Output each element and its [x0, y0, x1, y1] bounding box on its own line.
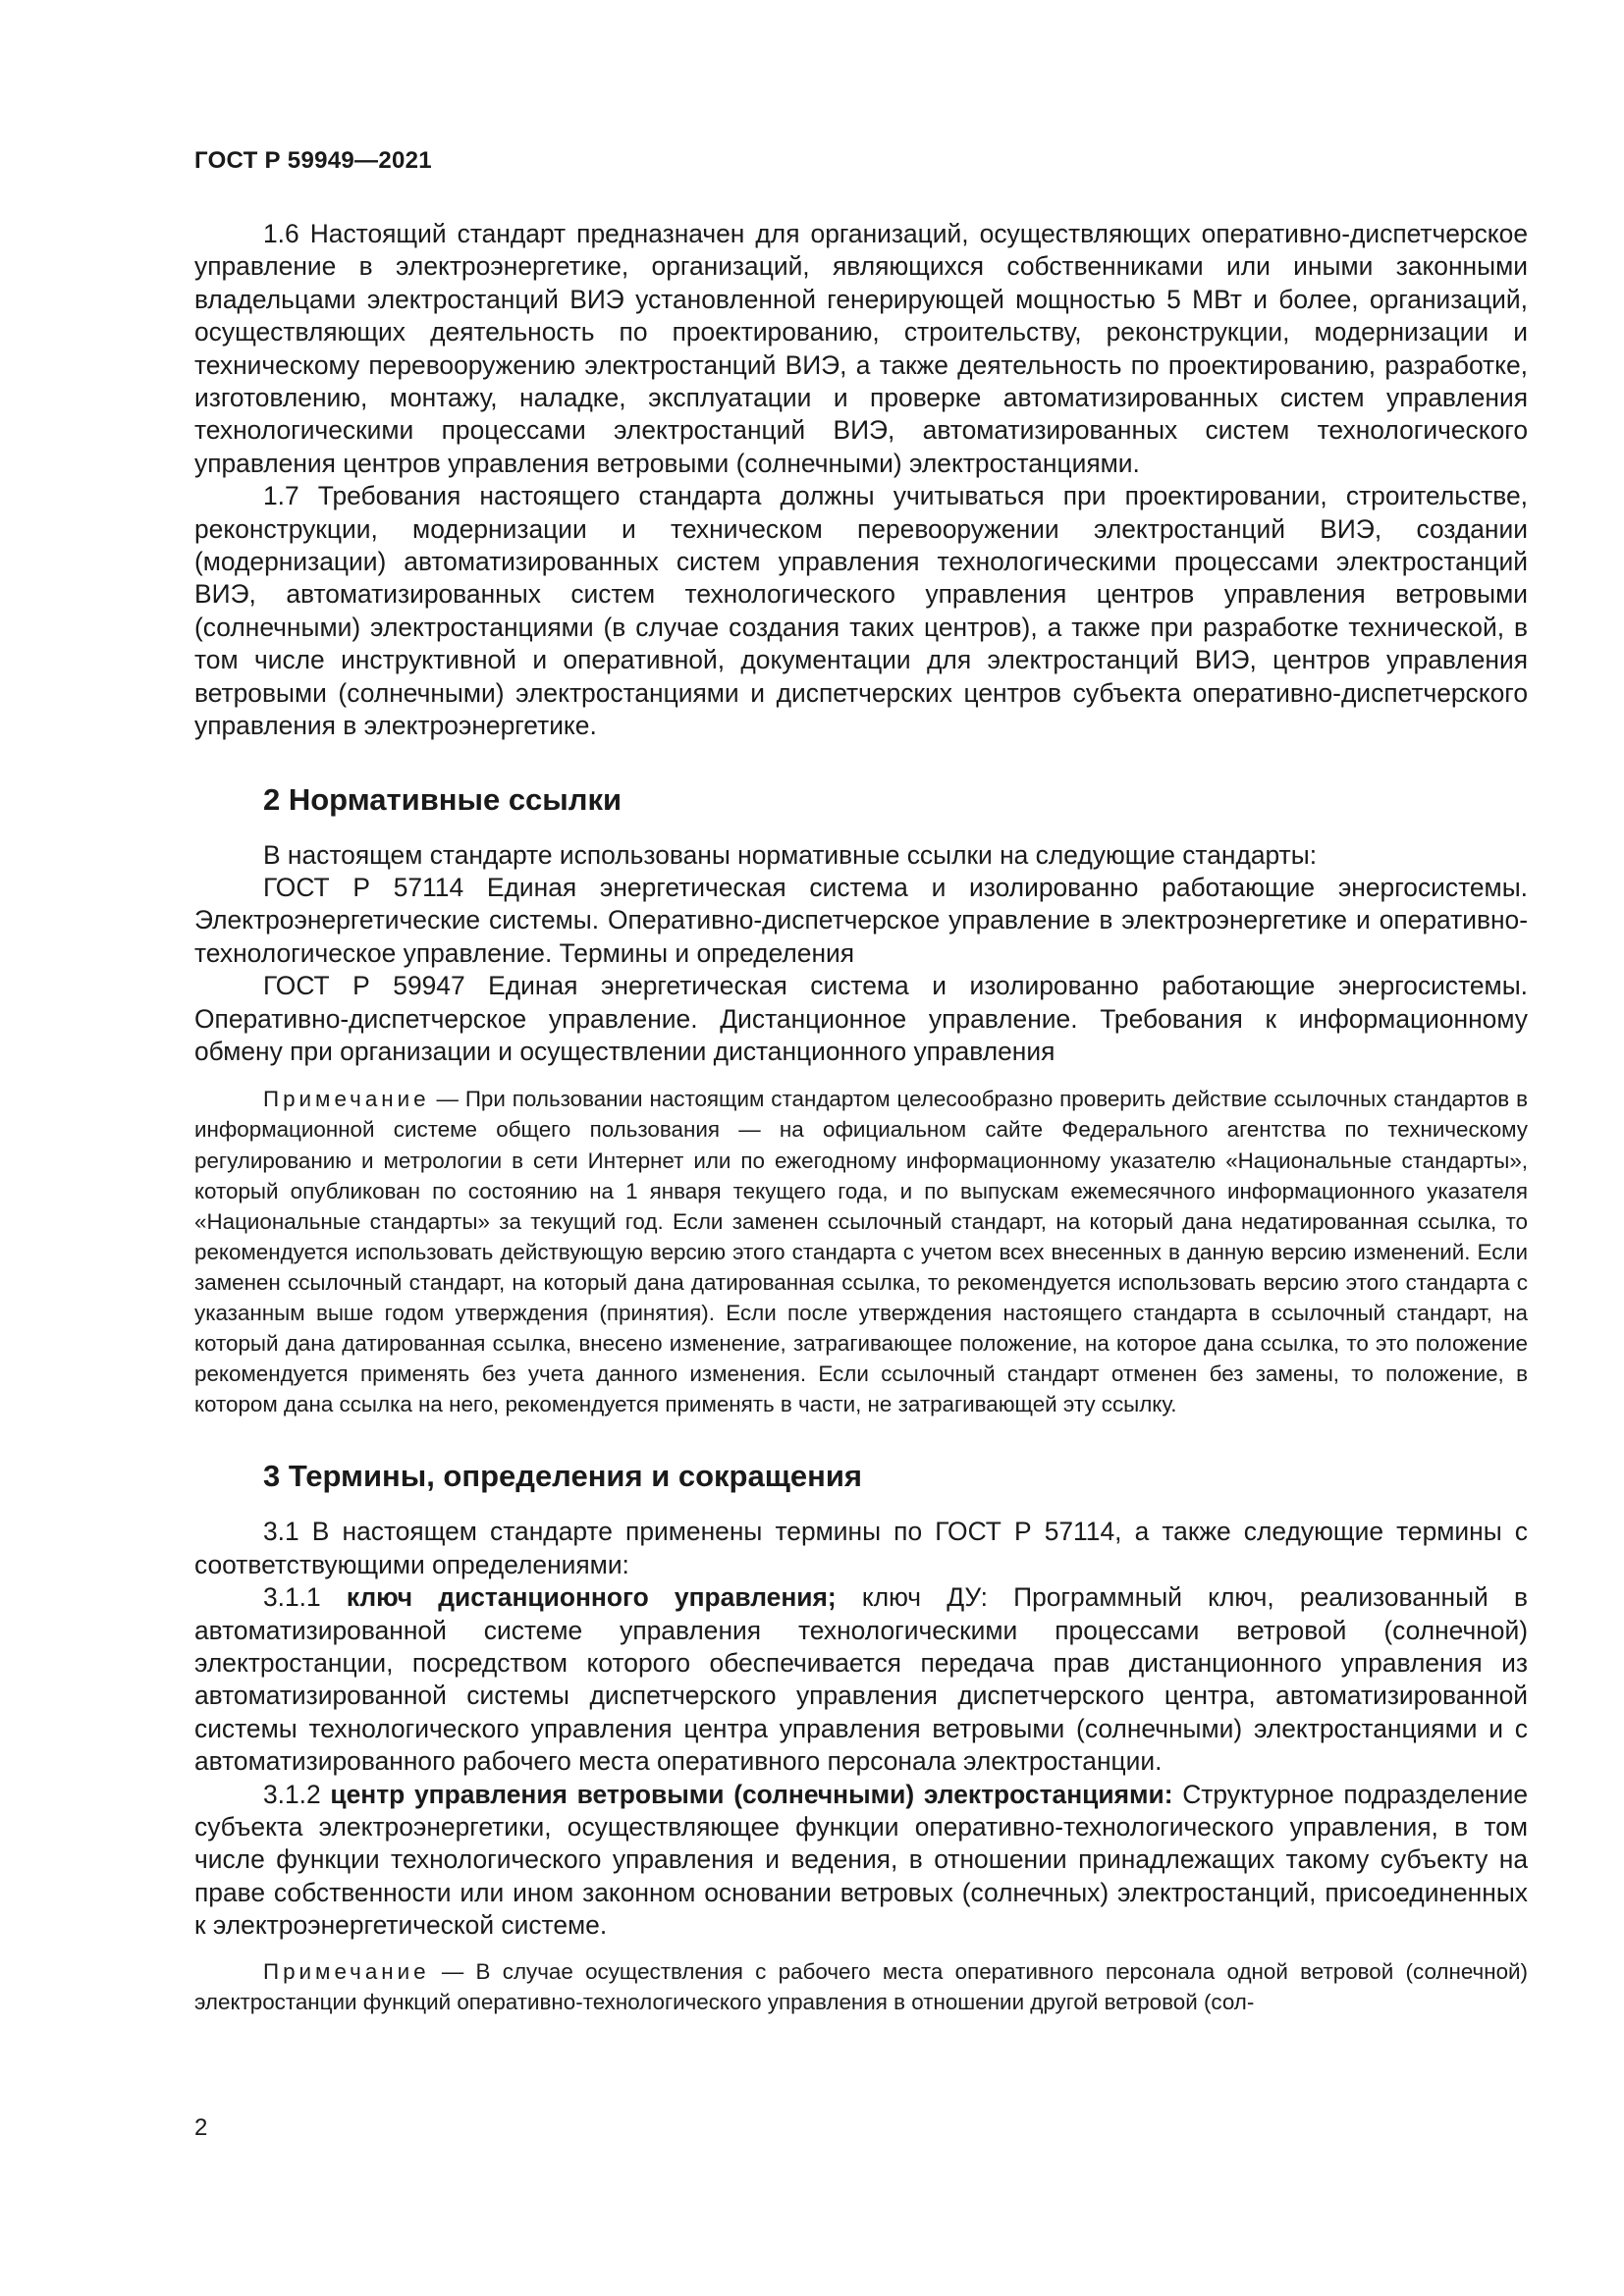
section-3-note — [194, 1956, 1528, 2017]
term-definition: ключ ДУ: Программный ключ, реализованный в автоматизированной системе управления технологическими процессами ветровой (солнечной) электростанции, посредством которого обеспечивается передача прав дистанционного управления из автоматизированной системы диспетчерского управления диспетчерского центра, автоматизированной системы технологического управления центра управления ветровыми (солнечными) электростанциями и с автоматизированного рабочего места оперативного персонала электростанции. — [194, 1582, 1529, 1777]
term-definition: Структурное подразделение субъекта электроэнергетики, осуществляющее функции оперативно-технологического управления, в том числе функции технологического управления и ведения, в отношении принадлежащих такому субъекту на праве собственности или ином законном основании ветровых (солнечных) электростанций, присоединенных к электроэнергетической системе. — [194, 1779, 1529, 1941]
note-text: — При пользовании настоящим стандартом целесообразно проверить действие ссылочных стандартов в информационной системе общего пользования — на официальном сайте Федерального агентства по техническому регулированию и метрологии в сети Интернет или по ежегодному информационному указателю «Национальные стандарты», который опубликован по состоянию на 1 января текущего года, и по выпускам ежемесячного информационного указателя «Национальные стандарты» за текущий год. Если заменен ссылочный стандарт, на который дана недатированная ссылка, то рекомендуется использовать действующую версию этого стандарта с учетом всех внесенных в данную версию изменений. Если заменен ссылочный стандарт, на который дана датированная ссылка, то рекомендуется использовать версию этого стандарта с указанным выше годом утверждения (принятия). Если после утверждения настоящего стандарта в ссылочный стандарт, на который дана датированная ссылка, внесено изменение, затрагивающее положение, на которое дана ссылка, то это положение рекомендуется применять без учета данного изменения. Если ссылочный стандарт отменен без замены, то положение, в котором дана ссылка на него, рекомендуется применять в части, не затрагивающей эту ссылку. — [194, 1087, 1528, 1417]
term-name: центр управления ветровыми (солнечными) электростанциями: — [330, 1779, 1173, 1809]
paragraph-1-7: 1.7 Требования настоящего стандарта должны учитываться при проектировании, строительстве, реконструкции, модернизации и техническом перевооружении электростанций ВИЭ, создании (модернизации) автоматизированных систем управления технологическими процессами электростанций ВИЭ, автоматизированных систем технологического управления центров управления ветровыми (солнечными) электростанциями (в случае создания таких центров), а также при разработке технической, в том числе инструктивной и оперативной, документации для электростанций ВИЭ, центров управления ветровыми (солнечными) электростанциями и диспетчерских центров субъекта оперативно-диспетчерского управления в электроэнергетике. — [194, 481, 1528, 741]
reference-gost-59947: ГОСТ Р 59947 Единая энергетическая система и изолированно работающие энергосистемы. Оперативно-диспетчерское управление. Дистанционное управление. Требования к информационному обмену при организации и осуществлении дистанционного управления — [194, 971, 1528, 1066]
section-3-heading: 3 Термины, определения и сокращения — [263, 1459, 862, 1494]
note-text: — В случае осуществления с рабочего места оперативного персонала одной ветровой (солнечной) электростанции функций оперативно-технологического управления в отношении другой ветровой (сол- — [194, 1958, 1528, 2014]
paragraph-3-1: 3.1 В настоящем стандарте применены термины по ГОСТ Р 57114, а также следующие термины с соответствующими определениями: — [194, 1517, 1528, 1579]
note-label: Примечание — [263, 1958, 430, 1984]
term-number: 3.1.1 — [263, 1582, 347, 1613]
document-body — [194, 218, 1528, 2017]
page-number: 2 — [194, 2114, 208, 2141]
term-number: 3.1.2 — [263, 1779, 331, 1809]
reference-gost-57114: ГОСТ Р 57114 Единая энергетическая система и изолированно работающие энергосистемы. Электроэнергетические системы. Оперативно-диспетчерское управление в электроэнергетике и оперативно-технологическое управление. Термины и определения — [194, 872, 1528, 968]
term-3-1-1 — [194, 1581, 1528, 1778]
section-2-note — [194, 1084, 1528, 1419]
document-code-header: ГОСТ Р 59949—2021 — [194, 147, 432, 174]
section-2-heading: 2 Нормативные ссылки — [263, 781, 623, 817]
note-label: Примечание — [263, 1087, 430, 1112]
section-2-intro: В настоящем стандарте использованы нормативные ссылки на следующие стандарты: — [263, 839, 1318, 870]
term-name: ключ дистанционного управления; — [346, 1582, 837, 1613]
paragraph-1-6: 1.6 Настоящий стандарт предназначен для организаций, осуществляющих оперативно-диспетчерское управление в электроэнергетике, организаций, являющихся собственниками или иными законными владельцами электростанций ВИЭ установленной генерирующей мощностью 5 МВт и более, организаций, осуществляющих деятельность по проектированию, строительству, реконструкции, модернизации и техническому перевооружению электростанций ВИЭ, а также деятельность по проектированию, разработке, изготовлению, монтажу, наладке, эксплуатации и проверке автоматизированных систем управления технологическими процессами электростанций ВИЭ, автоматизированных систем технологического управления центров управления ветровыми (солнечными) электростанциями. — [194, 219, 1528, 478]
term-3-1-2 — [194, 1779, 1528, 1943]
